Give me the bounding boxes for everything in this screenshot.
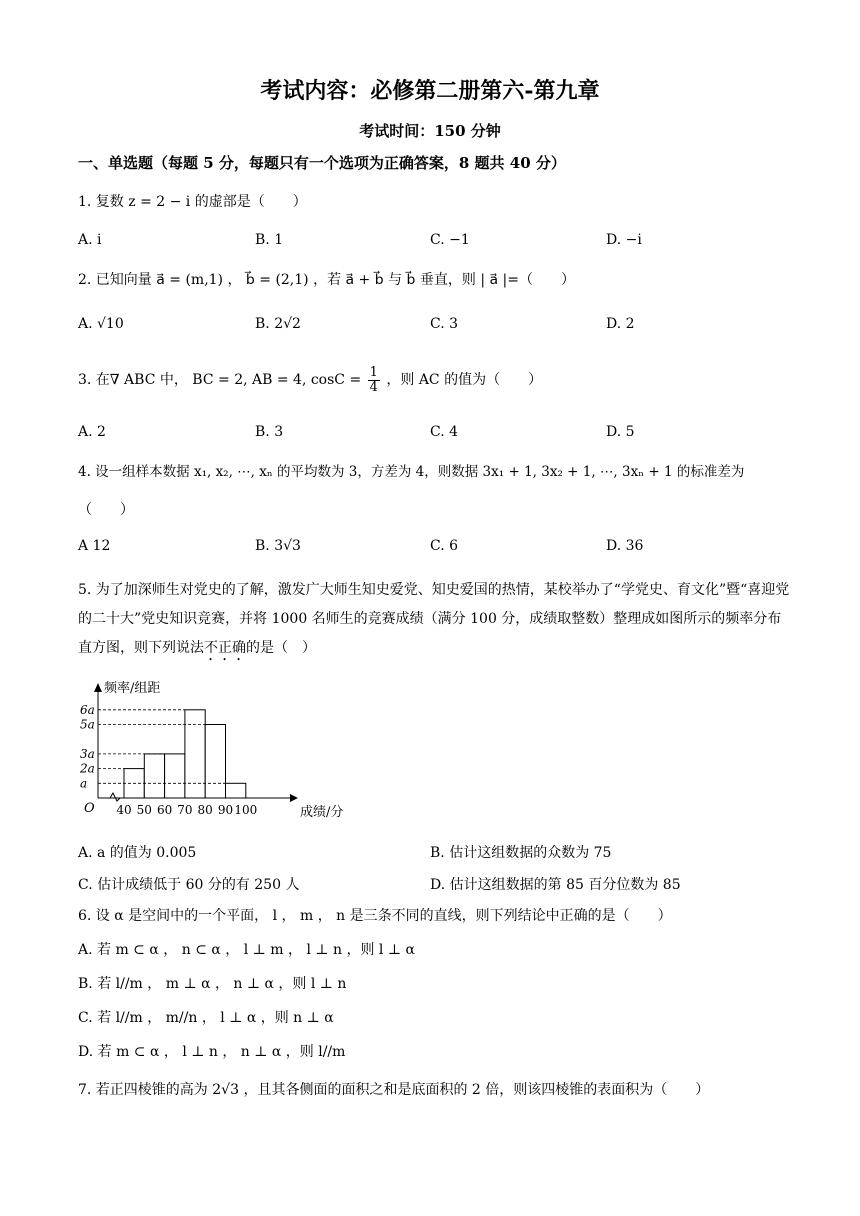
question-6-option-c: C. 若 l//m ， m//n ， l ⊥ α ，则 n ⊥ α (78, 1010, 334, 1026)
histogram-bar (144, 754, 164, 798)
question-2-option-d: D. 2 (606, 316, 635, 332)
question-5-stem-text: 5. 为了加深师生对党史的了解，激发广大师生知史爱党、知史爱国的热情，某校举办了“学党史、育文化”暨“喜迎党的二十大”党史知识竞赛，并将 1000 名师生的竞赛成绩（满分 100 分，成绩取整数）整理成如图所示的频率分布直方图，则下列说法 (78, 582, 790, 656)
origin-label: O (84, 801, 95, 816)
question-5-option-b: B. 估计这组数据的众数为 75 (430, 845, 612, 861)
question-2-option-c: C. 3 (430, 316, 459, 332)
question-6-option-b: B. 若 l//m ， m ⊥ α ， n ⊥ α ，则 l ⊥ n (78, 976, 347, 992)
question-1-option-d: D. −i (606, 232, 642, 248)
fraction (368, 366, 380, 395)
question-2-stem: 2. 已知向量 a⃗ = (m,1) ， b⃗ = (2,1) ，若 a⃗ + b⃗ 与 b⃗ 垂直，则 | a⃗ |=（ ） (78, 272, 575, 288)
x-tick-label: 100 (234, 803, 258, 817)
fraction-numerator: 1 (369, 364, 378, 380)
question-7-stem: 7. 若正四棱锥的高为 2√3 ，且其各侧面的面积之和是底面积的 2 倍，则该四棱锥的表面积为（ ） (78, 1082, 710, 1098)
question-3-stem-pre: 3. 在∇ ABC 中， BC = 2, AB = 4, cosC = (78, 372, 362, 388)
x-tick-label: 60 (156, 803, 173, 817)
histogram-chart (78, 680, 344, 830)
question-3-option-a: A. 2 (78, 424, 106, 440)
x-tick-label: 70 (177, 803, 193, 817)
question-6-option-d: D. 若 m ⊂ α ， l ⊥ n ， n ⊥ α ，则 l//m (78, 1044, 346, 1060)
question-4-stem-line2: （ ） (78, 502, 134, 518)
question-6-stem: 6. 设 α 是空间中的一个平面， l ， m ， n 是三条不同的直线，则下列结论中正确的是（ ） (78, 908, 672, 924)
question-4-stem-line1: 4. 设一组样本数据 x₁, x₂, ⋯, xₙ 的平均数为 3，方差为 4，则数据 3x₁ + 1, 3x₂ + 1, ⋯, 3xₙ + 1 的标准差为 (78, 464, 745, 480)
x-tick-label: 80 (197, 803, 213, 817)
y-tick-label: 6a (80, 702, 95, 717)
page-title: 考试内容：必修第二册第六-第九章 (260, 78, 600, 104)
question-1-option-b: B. 1 (255, 232, 284, 248)
question-1-stem: 1. 复数 z = 2 − i 的虚部是（ ） (78, 194, 307, 210)
x-tick-label: 40 (116, 803, 132, 817)
x-axis-label: 成绩/分 (300, 805, 344, 820)
histogram-bar (205, 725, 225, 799)
y-tick-label: 3a (80, 746, 95, 761)
x-tick-label: 50 (136, 803, 152, 817)
question-3-stem-post: ，则 AC 的值为（ ） (386, 372, 543, 388)
question-2-option-a: A. √10 (78, 316, 124, 332)
question-3-option-b: B. 3 (255, 424, 284, 440)
y-tick-label: 5a (80, 717, 95, 732)
histogram-bar (226, 783, 246, 798)
histogram-body (79, 680, 343, 820)
fraction-denominator: 4 (369, 379, 378, 395)
question-5-option-d: D. 估计这组数据的第 85 百分位数为 85 (430, 877, 681, 893)
histogram-bar (165, 754, 185, 798)
question-2-option-b: B. 2√2 (255, 316, 301, 332)
section-heading: 一、单选题（每题 5 分，每题只有一个选项为正确答案，8 题共 40 分） (78, 154, 566, 172)
exam-time: 考试时间：150 分钟 (359, 122, 501, 140)
question-5-emphasis: 不正确 (204, 640, 246, 656)
question-3-stem (78, 360, 542, 400)
question-5-stem (78, 576, 792, 664)
histogram-bar (185, 710, 205, 798)
question-5-option-c: C. 估计成绩低于 60 分的有 250 人 (78, 877, 300, 893)
question-5-option-a: A. a 的值为 0.005 (78, 845, 197, 861)
axis-break (110, 793, 120, 801)
y-tick-label: a (80, 776, 88, 791)
question-6-option-a: A. 若 m ⊂ α ， n ⊂ α ， l ⊥ m ， l ⊥ n ，则 l ⊥ α (78, 942, 415, 958)
question-3-option-d: D. 5 (606, 424, 635, 440)
question-3-option-c: C. 4 (430, 424, 459, 440)
question-1-option-a: A. i (78, 232, 102, 248)
x-tick-label: 90 (217, 803, 234, 817)
question-4-option-c: C. 6 (430, 538, 459, 554)
question-5-stem-tail: 的是（ ） (246, 640, 316, 656)
y-axis-arrow (94, 683, 102, 692)
question-4-option-a: A 12 (78, 538, 111, 554)
question-4-option-d: D. 36 (606, 538, 644, 554)
y-tick-label: 2a (80, 761, 95, 776)
question-4-option-b: B. 3√3 (255, 538, 301, 554)
x-axis-arrow (290, 794, 298, 802)
question-1-option-c: C. −1 (430, 232, 470, 248)
y-axis-label: 频率/组距 (104, 681, 161, 696)
